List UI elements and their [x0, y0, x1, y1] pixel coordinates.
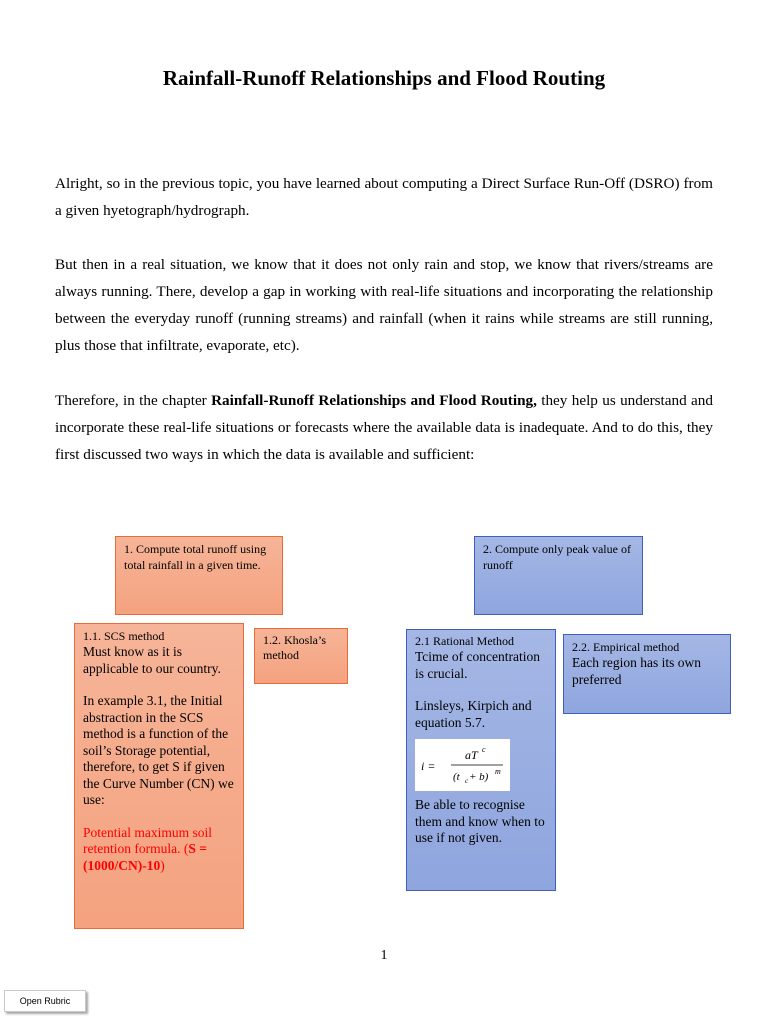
- box-scs-formula: [83, 825, 235, 875]
- box-empirical-text: Each region has its own preferred: [572, 655, 701, 687]
- box-rational-method: [406, 629, 556, 891]
- open-rubric-button[interactable]: Open Rubric: [4, 990, 86, 1012]
- box-peak-runoff-text: 2. Compute only peak value of runoff: [483, 542, 631, 572]
- paragraph-chapter: [55, 387, 713, 468]
- formula-denominator-exp: m: [495, 767, 501, 776]
- rational-formula-svg: [415, 739, 510, 791]
- box-scs-label: 1.1. SCS method: [83, 629, 165, 643]
- formula-denominator: (t: [453, 771, 460, 783]
- formula-lhs: i =: [421, 759, 436, 773]
- box-rational-label: 2.1 Rational Method: [415, 634, 514, 648]
- box-scs-formula-close: ): [160, 857, 165, 873]
- box-scs-formula-equation: S = (1000/CN)-10: [83, 841, 207, 873]
- rational-formula-image: [415, 739, 510, 791]
- formula-denominator-rest: + b): [469, 771, 489, 783]
- page-number: 1: [380, 948, 388, 963]
- paragraph-gap: But then in a real situation, we know that it does not only rain and stop, we know that rivers/streams are always running. There, develop a gap in working with real-life situations and incorporating the relationship between the everyday runoff (running streams) and rainfall (when it rains while streams are still running, plus those that infiltrate, evaporate, etc).: [55, 256, 713, 354]
- paragraph-intro: Alright, so in the previous topic, you have learned about computing a Direct Surface Run-Off (DSRO) from a given hyetograph/hydrograph.: [55, 175, 713, 219]
- box-total-runoff-text: 1. Compute total runoff using total rainfall in a given time.: [124, 542, 267, 572]
- formula-numerator-exp: c: [482, 745, 486, 754]
- formula-numerator: aT: [465, 748, 478, 762]
- box-scs-formula-text: Potential maximum soil retention formula. (: [83, 824, 212, 856]
- chapter-title-bold: Rainfall-Runoff Relationships and Flood Routing,: [211, 392, 537, 409]
- paragraph-chapter-start: Therefore, in the chapter: [55, 392, 212, 409]
- box-khosla-text: 1.2. Khosla’s method: [263, 633, 326, 662]
- box-scs-applicability: Must know as it is applicable to our country.: [83, 644, 221, 676]
- paragraph-chapter-end: they help us understand and incorporate these real-life situations or forecasts where the available data is inadequate. And to do this, they first discussed two ways in which the data is available and sufficient:: [55, 392, 713, 463]
- box-empirical-label: 2.2. Empirical method: [572, 640, 680, 654]
- box-scs-method: [74, 623, 244, 929]
- formula-denominator-sub: c: [465, 777, 469, 785]
- box-empirical-method: [563, 634, 731, 714]
- box-rational-tc: Tcime of concentration is crucial.: [415, 649, 541, 681]
- box-rational-recognise: Be able to recognise them and know when to use if not given.: [415, 797, 545, 845]
- box-total-runoff: [115, 536, 283, 615]
- page-title: Rainfall-Runoff Relationships and Flood Routing: [162, 66, 606, 90]
- box-peak-runoff: [474, 536, 643, 615]
- box-khosla-method: [254, 628, 348, 684]
- box-scs-example: In example 3.1, the Initial abstraction in the SCS method is a function of the soil’s Storage potential, therefore, to get S if given the Curve Number (CN) we use:: [83, 693, 234, 807]
- box-rational-equations: Linsleys, Kirpich and equation 5.7.: [415, 698, 532, 730]
